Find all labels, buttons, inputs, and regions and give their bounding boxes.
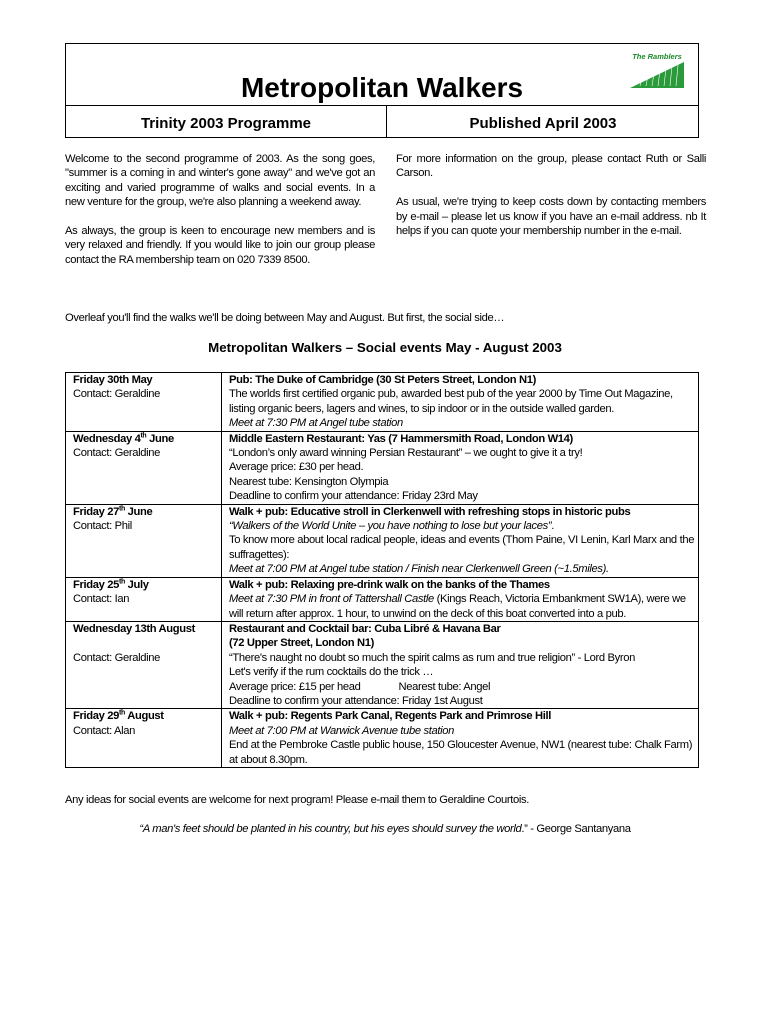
event-details-cell (222, 577, 699, 621)
events-table (65, 372, 699, 768)
table-row (66, 373, 699, 432)
table-row (66, 431, 699, 504)
event-details-cell (222, 709, 699, 768)
event-when-cell (66, 504, 222, 577)
table-row (66, 621, 699, 708)
event-contact: Contact: Geraldine (73, 447, 160, 460)
published-label: Published April 2003 (469, 115, 617, 132)
event-date: Friday 25th July (73, 577, 149, 591)
event-contact: Contact: Alan (73, 724, 135, 737)
intro-right-column (396, 152, 706, 253)
event-heading: Walk + pub: Educative stroll in Clerkenwell with refreshing stops in historic pubs (229, 505, 631, 518)
programme-label: Trinity 2003 Programme (140, 115, 312, 132)
event-meeting-point: Meet at 7:00 PM at Warwick Avenue tube station (229, 724, 454, 737)
event-when-cell (66, 621, 222, 708)
header-divider (66, 105, 698, 106)
event-meeting-point: Meet at 7:00 PM at Angel tube station / Finish near Clerkenwell Green (~1.5miles). (229, 563, 609, 576)
event-nearest-tube: Nearest tube: Kensington Olympia (229, 475, 389, 488)
event-details-cell (222, 431, 699, 504)
event-when-cell (66, 577, 222, 621)
table-row (66, 577, 699, 621)
intro-paragraph: Welcome to the second programme of 2003. As the song goes, "summer is a coming in and winter's gone away" and we've got an exciting and varied programme of walks and social events. In a new venture for the group, we're also planning a weekend away. (65, 153, 375, 209)
overleaf-note: Overleaf you'll find the walks we'll be doing between May and August. But first, the social side… (65, 312, 505, 324)
event-description: Let's verify if the rum cocktails do the trick … (229, 666, 434, 679)
event-when-cell (66, 709, 222, 768)
quote-author: .” - George Santanyana (521, 823, 631, 835)
event-contact: Contact: Geraldine (73, 651, 160, 664)
event-description: To know more about local radical people, ideas and events (Thom Paine, VI Lenin, Karl Marx and the suffragettes): (229, 534, 695, 561)
event-deadline: Deadline to confirm your attendance: Friday 1st August (229, 694, 483, 707)
table-row (66, 709, 699, 768)
event-heading: Walk + pub: Regents Park Canal, Regents Park and Primrose Hill (229, 710, 552, 723)
event-address: (72 Upper Street, London N1) (229, 637, 374, 650)
spacer (73, 636, 221, 650)
event-details-cell (222, 373, 699, 432)
closing-quote (0, 822, 770, 836)
intro-paragraph: As always, the group is keen to encourage new members and is very relaxed and friendly. If you would like to join our group please contact the RA membership team on 020 7339 8500. (65, 225, 375, 266)
quote-text: “A man's feet should be planted in his country, but his eyes should survey the world (139, 823, 522, 835)
logo-text: The Ramblers (632, 52, 682, 61)
event-heading: Restaurant and Cocktail bar: Cuba Libré & Havana Bar (229, 622, 501, 635)
event-description: Meet at 7:30 PM in front of Tattershall Castle (Kings Reach, Victoria Embankment SW1A), were we will return after approx. 1 hour, to unwind on the deck of this boat converted into a pub. (229, 593, 686, 620)
intro-paragraph: For more information on the group, please contact Ruth or Salli Carson. (396, 153, 706, 180)
intro-paragraph: As usual, we're trying to keep costs down by contacting members by e-mail – please let us know if you have an e-mail address. nb It helps if you can quote your membership number in the e-mail. (396, 196, 706, 238)
event-slogan: “Walkers of the World Unite – you have nothing to lose but your laces”. (229, 520, 555, 533)
event-deadline: Deadline to confirm your attendance: Friday 23rd May (229, 490, 478, 503)
event-when-cell (66, 431, 222, 504)
event-meeting-point: Meet at 7:30 PM at Angel tube station (229, 417, 403, 430)
event-heading: Pub: The Duke of Cambridge (30 St Peters Street, London N1) (229, 374, 536, 386)
ideas-note: Any ideas for social events are welcome for next program! Please e-mail them to Geraldine Courtois. (65, 794, 530, 806)
event-contact: Contact: Geraldine (73, 388, 160, 401)
event-quote: “There's naught no doubt so much the spirit calms as rum and true religion” - Lord Byron (229, 651, 635, 664)
page-title: Metropolitan Walkers (240, 72, 524, 103)
event-date: Friday 29th August (73, 709, 164, 723)
event-when-cell (66, 373, 222, 432)
section-title: Metropolitan Walkers – Social events May - August 2003 (208, 340, 562, 355)
event-description: The worlds first certified organic pub, awarded best pub of the year 2000 by Time Out Magazine, listing organic beers, lagers and wines, to sip indoor or in the outside walled garden. (229, 388, 673, 415)
event-date: Friday 30th May (73, 374, 153, 386)
event-date: Friday 27th June (73, 504, 153, 518)
event-date: Wednesday 4th June (73, 431, 174, 445)
header-box (65, 43, 699, 138)
event-date: Wednesday 13th August (73, 622, 195, 635)
table-row (66, 504, 699, 577)
event-description: End at the Pembroke Castle public house, 150 Gloucester Avenue, NW1 (nearest tube: Chalk Farm) at about 8.30pm. (229, 739, 693, 766)
ramblers-logo (628, 48, 686, 90)
event-description: “London’s only award winning Persian Restaurant” – we ought to give it a try! (229, 447, 583, 460)
event-contact: Contact: Phil (73, 520, 132, 533)
event-heading: Middle Eastern Restaurant: Yas (7 Hammersmith Road, London W14) (229, 432, 573, 445)
event-price-and-tube: Average price: £15 per head Nearest tube: Angel (229, 680, 491, 693)
event-contact: Contact: Ian (73, 593, 130, 606)
intro-left-column (65, 152, 375, 282)
event-price: Average price: £30 per head. (229, 461, 364, 474)
event-heading: Walk + pub: Relaxing pre-drink walk on the banks of the Thames (229, 578, 550, 591)
event-details-cell (222, 621, 699, 708)
event-details-cell (222, 504, 699, 577)
